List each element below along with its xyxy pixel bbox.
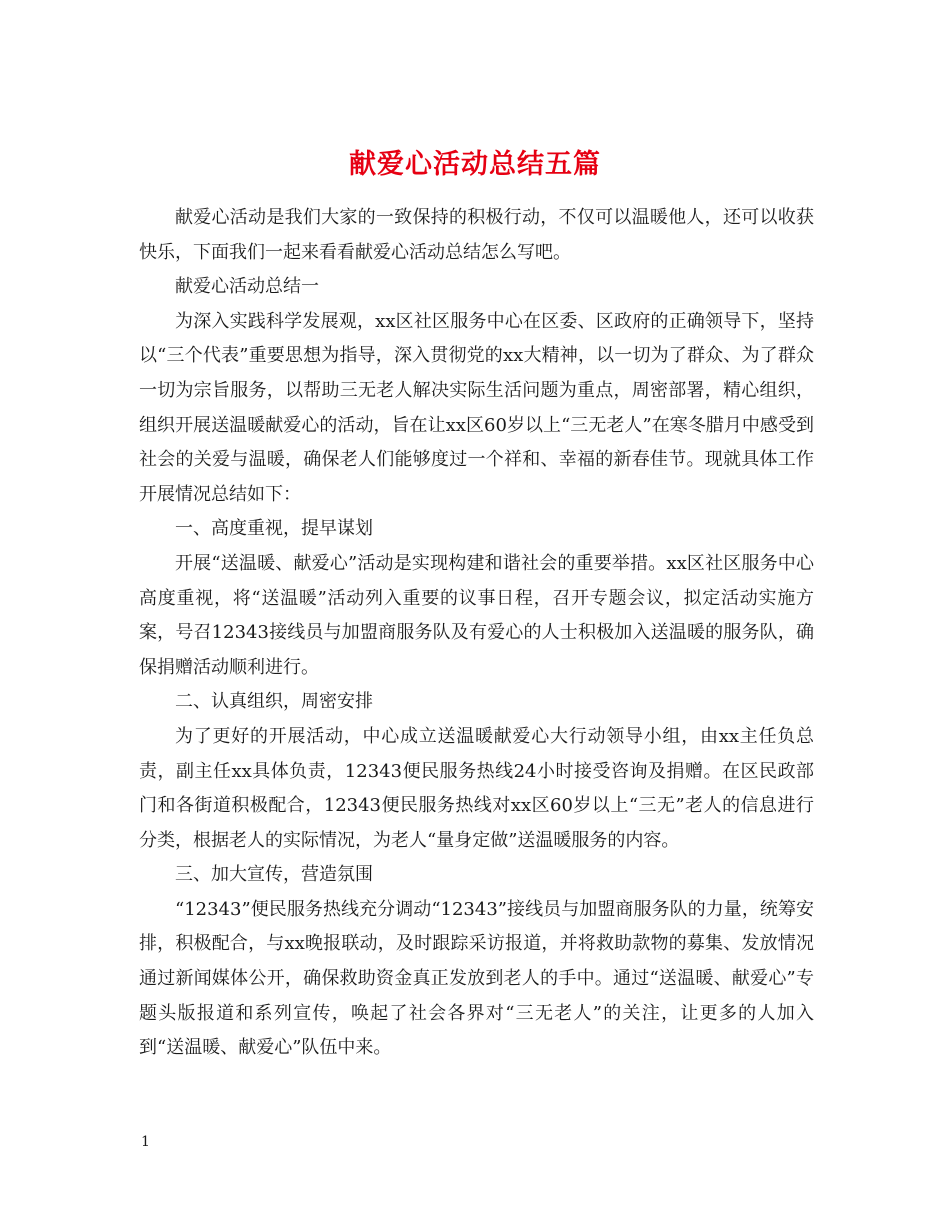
- document-body: [139, 201, 814, 1066]
- page-number: 1: [141, 1134, 150, 1150]
- heading-2: 二、认真组织，周密安排: [175, 691, 373, 713]
- paragraph-1: 为深入实践科学发展观，xx区社区服务中心在区委、区政府的正确领导下，坚持以“三个代表”重要思想为指导，深入贯彻党的xx大精神，以一切为了群众、为了群众一切为宗旨服务，以帮助三无老人解决实际生活问题为重点，周密部署，精心组织，组织开展送温暖献爱心的活动，旨在让xx区60岁以上“三无老人”在寒冬腊月中感受到社会的关爱与温暖，确保老人们能够度过一个祥和、幸福的新春佳节。现就具体工作开展情况总结如下：: [139, 310, 814, 505]
- document-title: 献爱心活动总结五篇: [349, 149, 601, 181]
- paragraph-3: 为了更好的开展活动，中心成立送温暖献爱心大行动领导小组，由xx主任负总责，副主任xx具体负责，12343便民服务热线24小时接受咨询及捐赠。在区民政部门和各街道积极配合，12343便民服务热线对xx区60岁以上“三无”老人的信息进行分类，根据老人的实际情况，为老人“量身定做”送温暖服务的内容。: [139, 725, 814, 851]
- heading-3: 三、加大宣传，营造氛围: [175, 864, 373, 886]
- heading-1: 一、高度重视，提早谋划: [175, 518, 373, 540]
- section-title: 献爱心活动总结一: [175, 276, 319, 298]
- intro-paragraph: 献爱心活动是我们大家的一致保持的积极行动，不仅可以温暖他人，还可以收获快乐，下面我们一起来看看献爱心活动总结怎么写吧。: [139, 207, 814, 263]
- paragraph-4: “12343”便民服务热线充分调动“12343”接线员与加盟商服务队的力量，统筹安排，积极配合，与xx晚报联动，及时跟踪采访报道，并将救助款物的募集、发放情况通过新闻媒体公开，确保救助资金真正发放到老人的手中。通过“送温暖、献爱心”专题头版报道和系列宣传，唤起了社会各界对“三无老人”的关注，让更多的人加入到“送温暖、献爱心”队伍中来。: [139, 898, 814, 1059]
- paragraph-2: 开展“送温暖、献爱心”活动是实现构建和谐社会的重要举措。xx区社区服务中心高度重视，将“送温暖”活动列入重要的议事日程，召开专题会议，拟定活动实施方案，号召12343接线员与加盟商服务队及有爱心的人士积极加入送温暖的服务队，确保捐赠活动顺利进行。: [139, 552, 814, 678]
